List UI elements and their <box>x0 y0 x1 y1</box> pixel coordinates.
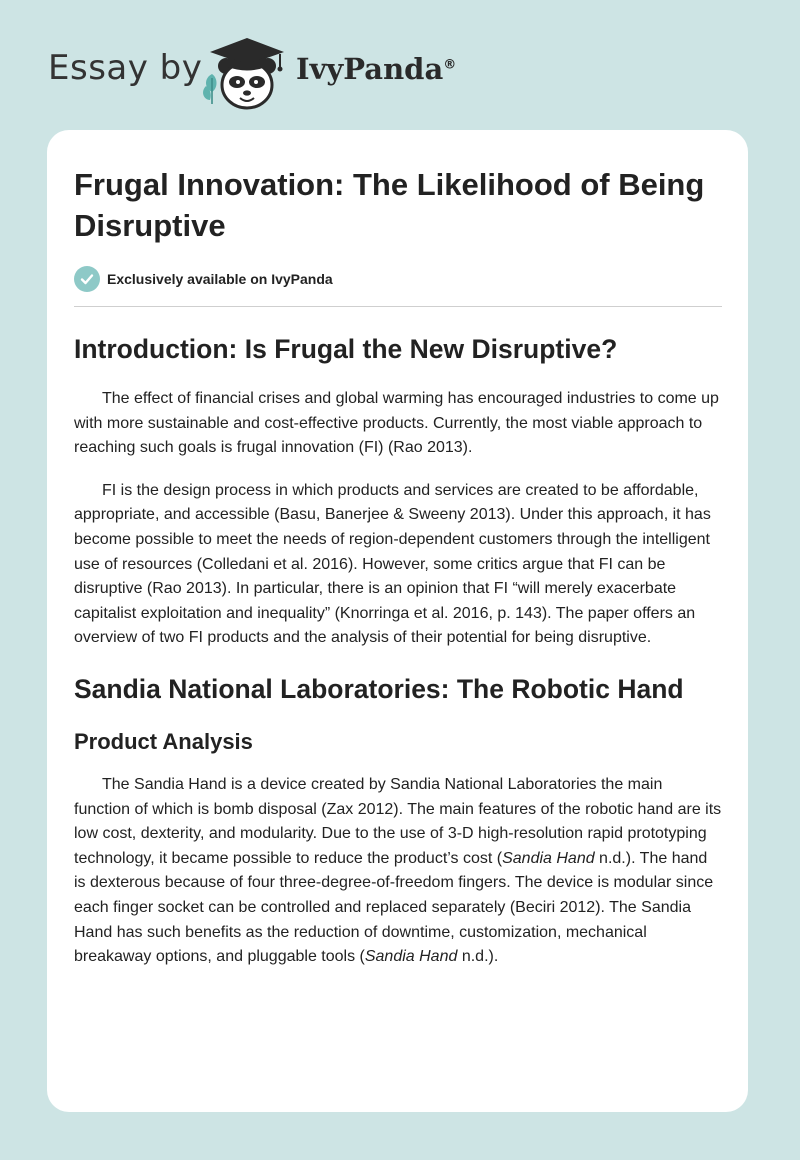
section-heading-introduction: Introduction: Is Frugal the New Disruptive? <box>74 334 618 364</box>
page-title: Frugal Innovation: The Likelihood of Being Disruptive <box>74 167 705 243</box>
site-header <box>0 0 800 130</box>
p3-text-1: The Sandia Hand is a device created by Sandia National Laboratories the main function of which is bomb disposal (Zax 2012). The main features of the robotic hand are its low cost, dexterity, and modularity. Due to the use of 3-D high-resolution rapid prototyping technology, it became possible to reduce the product’s cost ( <box>74 775 722 867</box>
divider <box>74 306 722 307</box>
brand-name[interactable] <box>296 52 456 86</box>
p3-text-2: n.d.). The hand is dexterous because of four three-degree-of-freedom fingers. The device is modular since each finger socket can be controlled and replaced separately (Beciri 2012). The Sandia Hand has such benefits as the reduction of downtime, customization, mechanical breakaway options, and pluggable tools ( <box>74 849 714 966</box>
p3-citation-2: Sandia Hand <box>364 948 458 966</box>
ivy-leaf-icon <box>203 74 216 104</box>
checkmark-icon <box>74 266 100 292</box>
brand-prefix: Essay by <box>48 48 203 88</box>
exclusive-badge <box>74 265 722 293</box>
paragraph-3 <box>74 773 722 970</box>
panda-logo-icon[interactable] <box>198 34 292 112</box>
p3-citation-1: Sandia Hand <box>502 849 595 867</box>
subsection-heading-product-analysis: Product Analysis <box>74 728 253 754</box>
section-heading-sandia: Sandia National Laboratories: The Robotic Hand <box>74 673 684 704</box>
p3-text-3: n.d.). <box>457 948 499 966</box>
paragraph-2: FI is the design process in which products and services are created to be affordable, appropriate, and accessible (Basu, Banerjee & Sweeny 2013). Under this approach, it has become possible to meet the needs of region-dependent customers through the intelligent use of resources (Colledani et al. 2016). However, some critics argue that FI can be disruptive (Rao 2013). In particular, there is an opinion that FI “will merely exacerbate capitalist exploitation and inequality” (Knorringa et al. 2016, p. 143). The paper offers an overview of two FI products and the analysis of their potential for being disruptive. <box>74 481 711 647</box>
exclusive-label: Exclusively available on IvyPanda <box>107 271 333 287</box>
brand-name-text: IvyPanda <box>296 52 444 86</box>
registered-mark: ® <box>443 57 457 73</box>
essay-card <box>47 130 748 1112</box>
paragraph-1: The effect of financial crises and global warming has encouraged industries to come up with more sustainable and cost-effective products. Currently, the most viable approach to reaching such goals is frugal innovation (FI) (Rao 2013). <box>74 390 719 457</box>
